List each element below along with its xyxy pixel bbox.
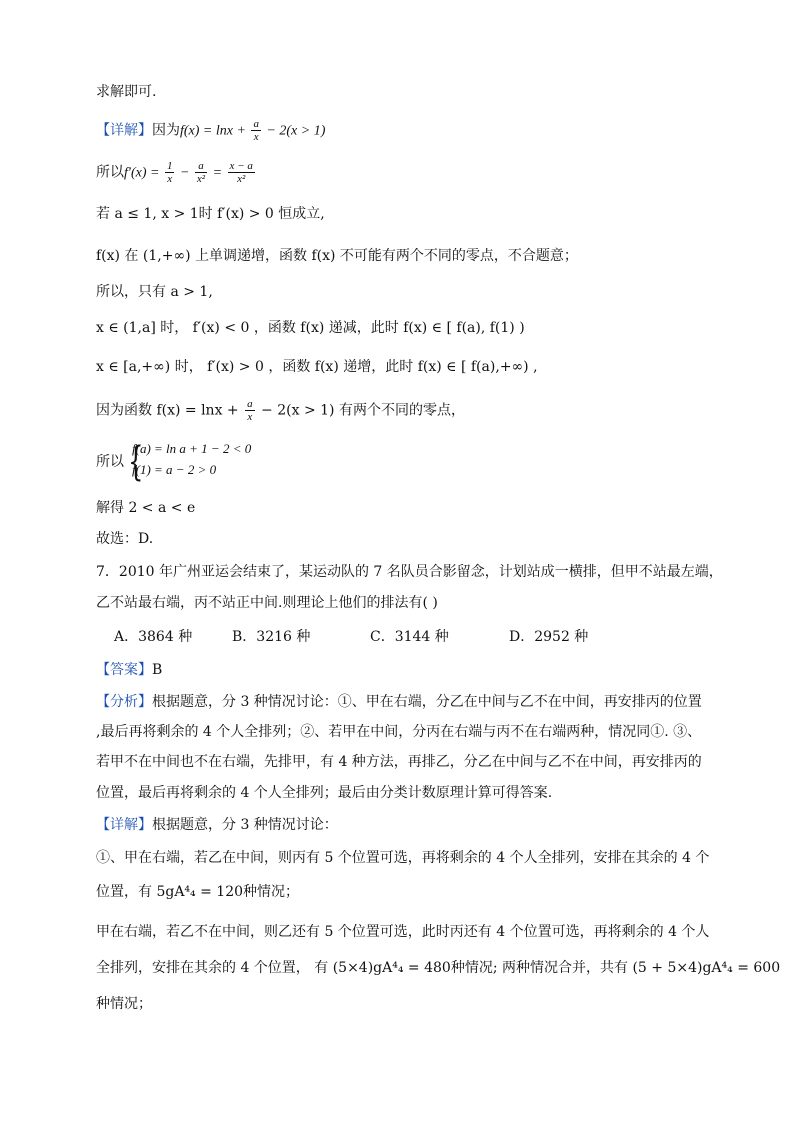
text-line: 甲在右端，若乙不在中间，则乙还有 5 个位置可选，此时丙还有 4 个位置可选，再将剩余的 4 个人 [96,924,710,940]
option-b: B．3216 种 [232,629,311,645]
numerator: a [195,160,207,173]
text-line: 若甲不在中间也不在右端，先排甲，有 4 种方法，再排乙，分乙在中间与乙不在中间，再安排丙的 [96,754,702,770]
numerator: a [253,118,259,130]
option-a: A．3864 种 [114,629,193,645]
numerator: x − a [229,160,253,172]
answer-tag: 【答案】 [96,662,152,678]
detail-line-2 [96,815,338,835]
text: 因为 [152,122,180,139]
detail-line-1 [96,118,325,143]
denominator: x² [237,173,246,185]
brace-symbol: { [128,439,144,485]
text-line: 求解即可. [96,84,157,100]
detail-tag: 【详解】 [96,122,152,139]
analysis-line-1 [96,692,702,712]
fraction [165,160,175,185]
option-c: C．3144 种 [370,629,449,645]
text-line: 位置，有 5gA⁴₄ = 120种情况； [96,884,300,900]
text-line: 故选：D. [96,531,154,547]
function-line [96,398,465,423]
text-line: ①、甲在右端，若乙在中间，则丙有 5 个位置可选，再将剩余的 4 个人全排列，安排在其余的 4 个 [96,850,710,866]
text: − 2(x > 1) 有两个不同的零点， [256,402,465,419]
answer-line [96,660,162,680]
text: 根据题意，分 3 种情况讨论： [152,817,338,833]
fraction [228,160,255,185]
text-line: f(x) 在 (1,+∞) 上单调递增，函数 f(x) 不可能有两个不同的零点，不合题意； [96,248,578,264]
denominator: x [253,131,259,143]
fraction [195,160,207,185]
answer-value: B [152,662,163,678]
text: 根据题意，分 3 种情况讨论：①、甲在右端，分乙在中间与乙不在中间，再安排丙的位置 [152,694,702,710]
fraction [245,398,255,423]
text-line: 解得 2 < a < e [96,500,196,516]
system-equation-2: f(1) = a − 2 > 0 [132,462,217,477]
detail-tag: 【详解】 [96,817,152,833]
numerator: a [247,398,253,410]
text-line: 种情况； [96,996,152,1012]
formula: = [209,165,226,181]
formula: f′(x) = [124,165,163,181]
question-line: 7．2010 年广州亚运会结束了，某运动队的 7 名队员合影留念，计划站成一横排，但甲不站最左端， [96,564,723,580]
text-line: 全排列，安排在其余的 4 个位置， 有 (5×4)gA⁴₄ = 480种情况; 两种情况合并，共有 (5 + 5×4)gA⁴₄ = 600 [96,960,781,976]
text-line: ,最后再将剩余的 4 个人全排列；②、若甲在中间，分丙在右端与丙不在右端两种，情况同①. ③、 [96,724,702,740]
analysis-tag: 【分析】 [96,694,152,710]
formula: − [176,165,193,181]
question-line: 乙不站最右端，丙不站正中间.则理论上他们的排法有( ) [96,595,438,611]
numerator: 1 [166,160,173,172]
denominator: x² [196,173,206,185]
denominator: x [247,411,253,423]
formula: f(x) = lnx + [180,123,250,139]
text-line: 所以，只有 a > 1, [96,284,213,300]
fraction [251,118,261,143]
text-line: 位置，最后再将剩余的 4 个人全排列；最后由分类计数原理计算可得答案. [96,785,553,801]
text: 因为函数 f(x) = lnx + [96,402,244,419]
system-equation-1: f(a) = ln a + 1 − 2 < 0 [132,441,252,456]
text-line: 若 a ≤ 1, x > 1时 f′(x) > 0 恒成立, [96,206,325,222]
option-d: D．2952 种 [509,629,589,645]
text-line: x ∈ (1,a] 时， f′(x) < 0 ，函数 f(x) 递减，此时 f(x) ∈ [ f(a), f(1) ) [96,320,525,336]
text-line: x ∈ [a,+∞) 时， f′(x) > 0 ，函数 f(x) 递增，此时 f(x) ∈ [ f(a),+∞) , [96,359,538,375]
derivative-line [96,160,257,185]
denominator: x [167,173,173,185]
text-line: 所以 [96,454,124,470]
text: 所以 [96,164,124,181]
formula: − 2(x > 1) [262,123,326,139]
